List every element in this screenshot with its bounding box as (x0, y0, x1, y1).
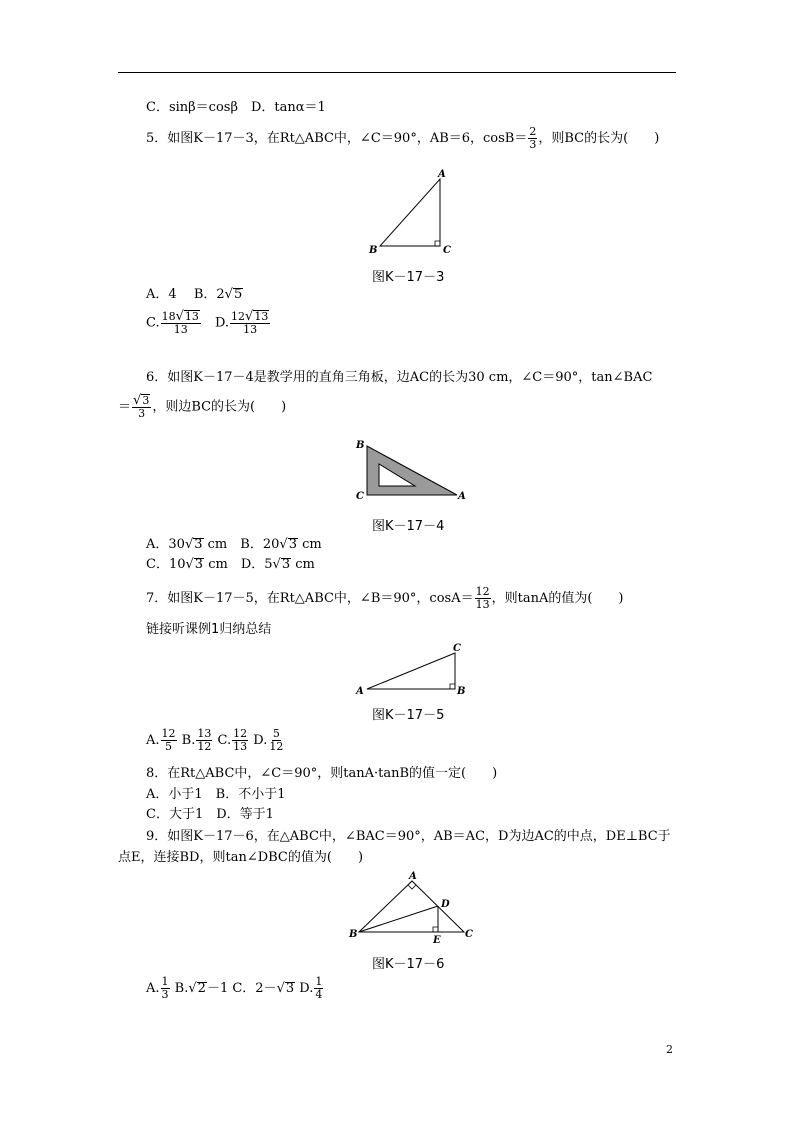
fig5-label-a: A (356, 686, 364, 697)
fig6-label-e: E (433, 935, 441, 944)
q8-options-1: A．小于1 B．不小于1 (146, 787, 286, 802)
q9-option-d: D. (299, 981, 314, 996)
fig4-label-a: A (458, 491, 466, 502)
figure-k17-4 (352, 436, 472, 506)
q4-options: C．sinβ＝cosβ D．tanα＝1 (146, 100, 326, 115)
q8-stem: 8．在Rt△ABC中，∠C＝90°，则tanA·tanB的值一定( ) (146, 766, 498, 781)
q5-options-cd (146, 310, 271, 336)
fig5-caption: 图K－17－5 (372, 708, 445, 723)
q6-options-ab: A．30 √ 3 cm B．20 √ 3 cm (146, 537, 322, 552)
q5-option-a: A．4 (146, 287, 177, 302)
fig4-caption: 图K－17－4 (372, 519, 445, 534)
q6-stem-a: 6．如图K－17－4是教学用的直角三角板，边AC的长为30 cm，∠C＝90°，tan∠BAC (146, 370, 653, 385)
q6-stem-b-line: ＝ √ 3 3 ，则边BC的长为( ) (118, 393, 287, 420)
q8-options-2: C．大于1 D．等于1 (146, 807, 274, 822)
q5-option-d: D. (214, 315, 230, 331)
q9-stem-1: 9．如图K－17－6，在△ABC中，∠BAC＝90°，AB＝AC，D为边AC的中点，DE⊥BC于 (146, 829, 671, 844)
figure-k17-5 (350, 640, 470, 698)
q9-options: A. $\frac{1}{3}$ B. √ 2 －1 C．2－ √ 3 D. $\frac{1}{4}$ (146, 975, 323, 1001)
page-number: 2 (666, 1043, 673, 1056)
fig5-label-b: B (457, 686, 466, 697)
q5-option-c-frac: 18 √ 13 13 (161, 309, 199, 336)
q6-option-d: D．5 (240, 557, 273, 572)
fig6-label-c: C (465, 929, 473, 940)
q5-option-b: B．2 (193, 287, 225, 302)
q7-fraction: $\frac{12}{13}$ (475, 585, 490, 611)
fig5-label-c: C (453, 643, 461, 654)
fig6-label-d: D (441, 899, 450, 910)
q5-fraction (528, 126, 537, 151)
q7-option-b: B. (181, 733, 196, 748)
q6-stem-b: ，则边BC的长为( ) (152, 399, 287, 415)
header-rule (118, 72, 676, 73)
fig3-label-a: A (438, 169, 446, 180)
q6-option-b: B．20 (240, 537, 280, 552)
fig6-label-b: B (349, 929, 358, 940)
q5-stem-b: ，则BC的长为( ) (538, 131, 660, 146)
figure-k17-3 (366, 166, 466, 258)
q6-fraction: √ 3 3 (133, 393, 150, 420)
q7-options: A. $\frac{12}{5}$ B. $\frac{13}{12}$ C. $\frac{12}{13}$ D. $\frac{5}{12}$ (146, 727, 284, 753)
fig6-caption: 图K－17－6 (372, 957, 445, 972)
q6-options-cd: C．10 √ 3 cm D．5 √ 3 cm (146, 557, 315, 572)
q9-option-b: B. (174, 981, 189, 996)
q7-link[interactable]: 链接听课例1归纳总结 (146, 622, 272, 637)
q5-option-d-frac: 12 √ 13 13 (231, 309, 269, 336)
sqrt-symbol: √ 5 (224, 287, 243, 302)
fig4-label-b: B (356, 440, 365, 451)
q6-option-c: C．10 (146, 557, 186, 572)
fig4-label-c: C (356, 491, 364, 502)
figure-k17-6 (344, 868, 480, 944)
q9-stem-2: 点E，连接BD，则tan∠DBC的值为( ) (118, 850, 364, 865)
q5-option-c: C. (146, 315, 160, 331)
q6-option-a: A．30 (146, 537, 185, 552)
q9-option-a: A. (146, 981, 160, 996)
q5-stem (146, 126, 659, 151)
frac-numerator: 2 (529, 125, 537, 138)
q7-stem: 7．如图K－17－5，在Rt△ABC中，∠B＝90°，cosA＝ $\frac{12}{13}$ ，则tanA的值为( ) (146, 585, 624, 611)
fig3-label-b: B (369, 245, 378, 256)
q9-option-c: C．2－ (232, 981, 277, 996)
fig3-label-c: C (443, 245, 451, 256)
q5-options-ab (146, 286, 243, 304)
frac-denominator: 3 (529, 138, 537, 151)
q7-option-c: C. (217, 733, 232, 748)
q7-option-d: D. (253, 733, 268, 748)
fig3-caption: 图K－17－3 (372, 270, 445, 285)
q7-option-a: A. (146, 733, 160, 748)
fig6-label-a: A (409, 871, 417, 882)
q5-stem-a: 5．如图K－17－3，在Rt△ABC中，∠C＝90°，AB＝6，cosB＝ (146, 131, 528, 146)
